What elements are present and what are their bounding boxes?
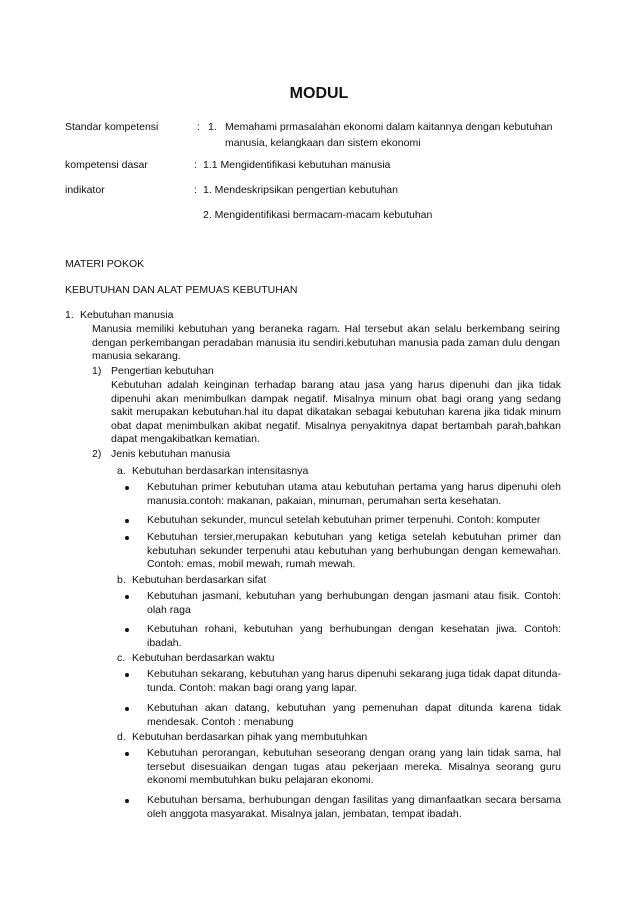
group-b-item-2: Kebutuhan rohani, kebutuhan yang berhubungan dengan kesehatan jiwa. Contoh: ibadah. xyxy=(147,623,561,649)
group-a-item-1: Kebutuhan primer kebutuhan utama atau kebutuhan pertama yang harus dipenuhi oleh manusia.contoh: makanan, pakaian, minuman, perumahan serta kesehatan. xyxy=(147,481,561,507)
indikator-label: indikator xyxy=(65,184,105,196)
group-b-item-1: Kebutuhan jasmani, kebutuhan yang berhubungan dengan jasmani atau fisik. Contoh: olah raga xyxy=(147,590,561,616)
group-d-item-1: Kebutuhan perorangan, kebutuhan seseorang dengan orang yang lain tidak sama, hal tersebut disesuaikan dengan tugas atau pekerjaan mereka. Misalnya seorang guru ekonomi membutuhkan buku pelajaran ekonomi. xyxy=(147,747,561,786)
group-c-item-1: Kebutuhan sekarang, kebutuhan yang harus dipenuhi sekarang juga tidak dapat ditunda-tunda. Contoh: makan bagi orang yang lapar. xyxy=(147,668,561,694)
group-c-item-2: Kebutuhan akan datang, kebutuhan yang pemenuhan dapat ditunda karena tidak mendesak. Contoh : menabung xyxy=(147,702,561,728)
standar-kompetensi-line1: Memahami prmasalahan ekonomi dalam kaitannya dengan kebutuhan xyxy=(225,121,553,133)
group-d-item-2: Kebutuhan bersama, berhubungan dengan fasilitas yang dimanfaatkan secara bersama oleh anggota masyarakat. Misalnya jalan, jembatan, tempat ibadah. xyxy=(147,794,561,820)
kompetensi-dasar-value: 1.1 Mengidentifikasi kebutuhan manusia xyxy=(203,159,391,171)
standar-kompetensi-line2: manusia, kelangkaan dan sistem ekonomi xyxy=(225,137,421,149)
indikator-colon: : xyxy=(194,184,197,196)
bullet-icon xyxy=(125,519,129,523)
bullet-icon xyxy=(125,799,129,803)
bullet-icon xyxy=(125,752,129,756)
standar-kompetensi-number: 1. xyxy=(208,121,217,133)
kompetensi-dasar-row xyxy=(65,159,565,173)
kompetensi-dasar-label: kompetensi dasar xyxy=(65,159,148,171)
s1-number: 1. xyxy=(65,309,74,321)
s1-1-number: 1) xyxy=(92,365,102,377)
s1-1-heading: Pengertian kebutuhan xyxy=(111,365,214,377)
s1-2-heading: Jenis kebutuhan manusia xyxy=(111,448,231,460)
group-a-item-3: Kebutuhan tersier,merupakan kebutuhan yang ketiga setelah kebutuhan primer dan kebutuhan sekunder terpenuhi atau kebutuhan yang berhubungan dengan kemewahan. Contoh: emas, mobil mewah, rumah mewah. xyxy=(147,531,561,570)
standar-kompetensi-row xyxy=(65,121,565,151)
group-d-label: d. xyxy=(117,731,126,743)
s1-1-paragraph: Kebutuhan adalah keinginan terhadap barang atau jasa yang harus dipenuhi dan jika tidak dipenuhi akan menimbulkan dampak negatif. Misalnya minum obat bagi orang yang sedang sakit merupakan kebutuhan.hal itu dapat dikatakan sebagai kebutuhan karena jika tidak minum obat dapat menimbulkan akibat negatif. Misalnya penyakitnya dapat bertambah parah,bahkan dapat mengakibatkan kematian. xyxy=(111,379,561,445)
s1-2-number: 2) xyxy=(92,448,102,460)
group-c-title: Kebutuhan berdasarkan waktu xyxy=(132,652,275,664)
group-a-title: Kebutuhan berdasarkan intensitasnya xyxy=(132,465,309,477)
group-b-title: Kebutuhan berdasarkan sifat xyxy=(132,574,267,586)
s1-heading: Kebutuhan manusia xyxy=(80,309,174,321)
bullet-icon xyxy=(125,486,129,490)
bullet-icon xyxy=(125,707,129,711)
kompetensi-dasar-colon: : xyxy=(194,159,197,171)
bullet-icon xyxy=(125,628,129,632)
bullet-icon xyxy=(125,673,129,677)
bullet-icon xyxy=(125,536,129,540)
page-title: MODUL xyxy=(289,85,349,102)
materi-pokok-heading: MATERI POKOK xyxy=(65,258,145,270)
group-d-title: Kebutuhan berdasarkan pihak yang membutuhkan xyxy=(132,731,368,743)
bullet-icon xyxy=(125,595,129,599)
standar-kompetensi-label: Standar kompetensi xyxy=(65,121,159,133)
group-b-label: b. xyxy=(117,574,126,586)
group-a-item-2: Kebutuhan sekunder, muncul setelah kebutuhan primer terpenuhi. Contoh: komputer xyxy=(147,514,541,526)
group-c-label: c. xyxy=(117,652,126,664)
indikator-row xyxy=(65,184,565,224)
group-a-label: a. xyxy=(117,465,126,477)
indikator-item-2: 2. Mengidentifikasi bermacam-macam kebutuhan xyxy=(203,209,433,221)
indikator-item-1: 1. Mendeskripsikan pengertian kebutuhan xyxy=(203,184,398,196)
s1-paragraph: Manusia memiliki kebutuhan yang beraneka ragam. Hal tersebut akan selalu berkembang seiring dengan perkembangan peradaban manusia itu sendiri.kebutuhan manusia pada zaman dulu dengan manusia sekarang. xyxy=(92,323,560,362)
standar-kompetensi-colon: : xyxy=(197,121,200,133)
section-title: KEBUTUHAN DAN ALAT PEMUAS KEBUTUHAN xyxy=(65,284,298,296)
